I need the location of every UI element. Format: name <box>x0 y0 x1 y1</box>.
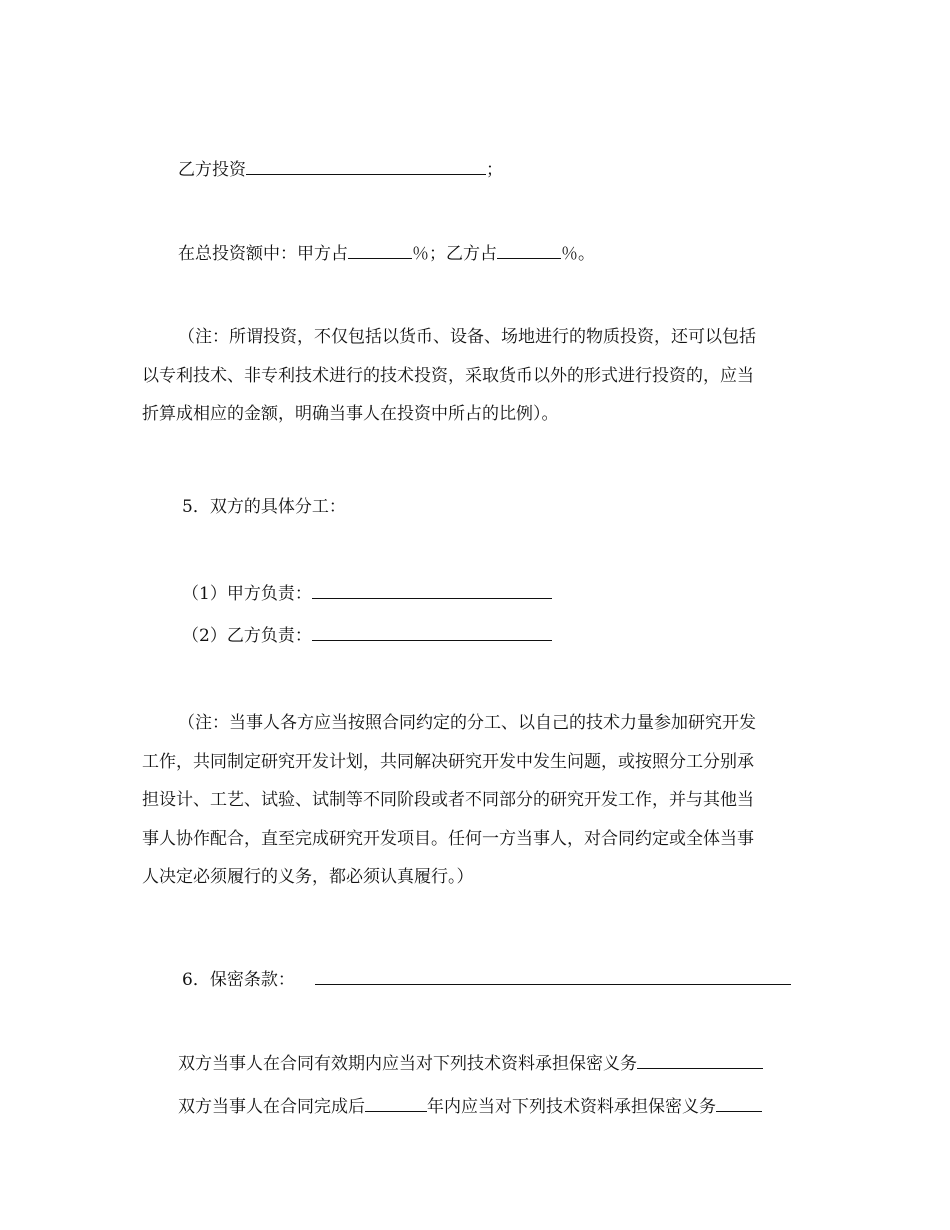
note1-line: 以专利技术、非专利技术进行的技术投资，采取货币以外的形式进行投资的，应当 <box>142 365 754 386</box>
note1-line: 折算成相应的金额，明确当事人在投资中所占的比例）。 <box>142 404 559 424</box>
party-a-duty-blank[interactable] <box>312 580 552 599</box>
confidentiality-text-2b: 年内应当对下列技术资料承担保密义务 <box>427 1097 716 1117</box>
confidentiality-text-1: 双方当事人在合同有效期内应当对下列技术资料承担保密义务 <box>178 1054 637 1074</box>
note2-line: （注：当事人各方应当按照合同约定的分工、以自己的技术力量参加研究开发 <box>178 713 756 733</box>
investment-ratio-line <box>178 240 595 266</box>
party-a-ratio-blank[interactable] <box>348 240 412 259</box>
party-b-investment-blank[interactable] <box>246 156 486 175</box>
confidentiality-blank-1[interactable] <box>637 1050 763 1069</box>
note1-line: （注：所谓投资，不仅包括以货币、设备、场地进行的物质投资，还可以包括 <box>178 327 756 347</box>
investment-note <box>142 318 814 434</box>
party-a-duty-label: （1）甲方负责： <box>182 584 312 604</box>
section-5-title: 5．双方的具体分工： <box>182 497 346 517</box>
note2-line: 事人协作配合，直至完成研究开发项目。任何一方当事人，对合同约定或全体当事 <box>142 828 754 849</box>
note2-line: 人决定必须履行的义务，都必须认真履行。） <box>142 867 474 887</box>
confidentiality-text-2a: 双方当事人在合同完成后 <box>178 1097 365 1117</box>
party-b-investment-line <box>178 156 503 182</box>
note2-line: 担设计、工艺、试验、试制等不同阶段或者不同部分的研究开发工作，并与其他当 <box>142 790 754 810</box>
ratio-end: ％。 <box>561 244 595 264</box>
section-6-line <box>182 966 791 992</box>
confidentiality-blank-2[interactable] <box>716 1093 762 1112</box>
party-b-duty-blank[interactable] <box>312 622 552 641</box>
ratio-mid: ％；乙方占 <box>412 244 497 264</box>
party-b-duty-label: （2）乙方负责： <box>182 626 312 646</box>
confidentiality-line-2 <box>178 1093 762 1119</box>
party-a-duty-line <box>182 580 552 606</box>
confidentiality-line-1 <box>178 1050 763 1076</box>
ratio-prefix: 在总投资额中：甲方占 <box>178 244 348 264</box>
years-blank[interactable] <box>365 1093 427 1112</box>
party-b-investment-label: 乙方投资 <box>178 160 246 180</box>
confidentiality-blank[interactable] <box>315 966 791 985</box>
note2-line: 工作，共同制定研究开发计划，共同解决研究开发中发生问题，或按照分工分别承 <box>142 751 754 772</box>
party-b-duty-line <box>182 622 552 648</box>
party-b-ratio-blank[interactable] <box>497 240 561 259</box>
party-b-investment-end: ； <box>486 160 503 180</box>
section-6-title: 6．保密条款： <box>182 970 295 990</box>
division-note <box>142 704 814 897</box>
